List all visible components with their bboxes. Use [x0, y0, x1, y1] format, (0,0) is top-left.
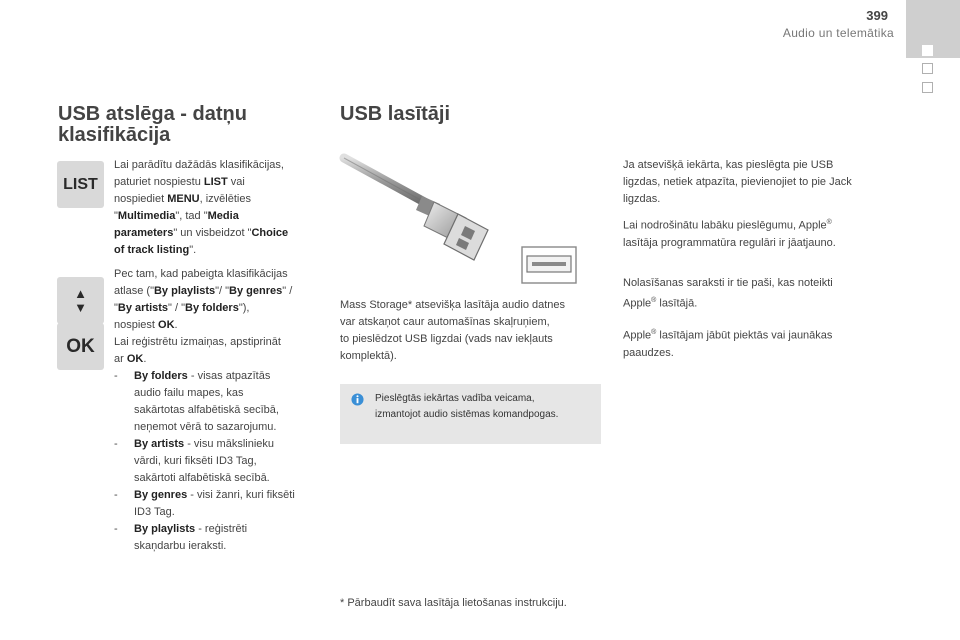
list-item-by-artists: - By artists - visu mākslinieku vārdi, kuri fiksēti ID3 Tag, sakārtoti alfabētiskā secībā. — [114, 438, 274, 484]
ok-key-label: OK — [66, 335, 95, 357]
classification-instructions: Lai parādītu dažādās klasifikācijas, paturiet nospiestu LIST vai nospiediet MENU, izvēlēties "Multimedia", tad "Media parameters" un visbeidzot "Choice of track listing". — [114, 159, 289, 256]
paragraph-apple-update: Lai nodrošinātu labāku pieslēgumu, Apple® lasītāja programmatūra regulāri ir jāatjauno. — [623, 219, 836, 249]
section-heading-usb-readers: USB lasītāji — [340, 103, 451, 125]
section-heading-usb-classification — [58, 104, 247, 146]
usb-cable-icon — [338, 152, 600, 292]
list-item-by-genres: - By genres - visi žanri, kuri fiksēti ID3 Tag. — [114, 489, 295, 518]
section-title: Audio un telemātika — [782, 26, 894, 40]
paragraph-apple-generation: Apple® lasītājam jābūt piektās vai jaunākas paaudzes. — [623, 329, 833, 359]
info-note: Pieslēgtās iekārtas vadība veicama, izmantojot audio sistēmas komandpogas. — [375, 393, 559, 420]
chapter-tab — [906, 0, 960, 58]
info-icon — [351, 393, 364, 406]
list-key-icon — [57, 161, 104, 208]
list-key-label: LIST — [63, 175, 98, 193]
chapter-marker-active — [922, 45, 933, 56]
chapter-marker — [922, 82, 933, 93]
up-down-arrows-icon — [57, 277, 104, 324]
chapter-marker — [922, 63, 933, 74]
usb-socket-icon — [522, 247, 576, 283]
down-arrow-icon: ▼ — [74, 299, 87, 315]
heading-line: klasifikācija — [58, 124, 171, 146]
heading-line: USB atslēga - datņu — [58, 103, 247, 125]
footnote: * Pārbaudīt sava lasītāja lietošanas instrukciju. — [340, 597, 567, 609]
ok-key-icon — [57, 323, 104, 370]
paragraph-jack: Ja atsevišķā iekārta, kas pieslēgta pie USB ligzdas, netiek atpazīta, pievienojiet to pie Jack ligzdas. — [623, 159, 852, 205]
page-number: 399 — [866, 8, 888, 23]
confirm-instructions: Pec tam, kad pabeigta klasifikācijas atlase ("By playlists"/ "By genres" / "By artists" / "By folders"), nospiest OK. Lai reģistrētu izmaiņas, apstiprināt ar OK. - By folders - visas atpazītās audio failu mapes, kas sakārtotas alfabētiskā secībā, neņemot vērā to sazarojumu. - By artists - visu mākslinieku vārdi, kuri fiksēti ID3 Tag, sakārtoti alfabētiskā secībā. - By genres - visi žanri, kuri fiksēti ID3 Tag. - By playlists - reģistrēti skaņdarbu ieraksti. — [114, 266, 324, 555]
usb-reader-description: Mass Storage* atsevišķa lasītāja audio datnes var atskaņot caur automašīnas skaļruņiem, to pieslēdzot USB ligzdai (vads nav iekļauts komplektā). — [340, 299, 566, 362]
right-column-text — [623, 157, 883, 362]
paragraph-playlists: Nolasīšanas saraksti ir tie paši, kas noteikti Apple® lasītājā. — [623, 276, 833, 310]
list-item-by-playlists: - By playlists - reģistrēti skaņdarbu ieraksti. — [114, 523, 248, 552]
up-arrow-icon: ▲ — [74, 285, 87, 301]
list-item-by-folders: - By folders - visas atpazītās audio failu mapes, kas sakārtotas alfabētiskā secībā, neņemot vērā to sazarojumu. — [114, 370, 279, 433]
